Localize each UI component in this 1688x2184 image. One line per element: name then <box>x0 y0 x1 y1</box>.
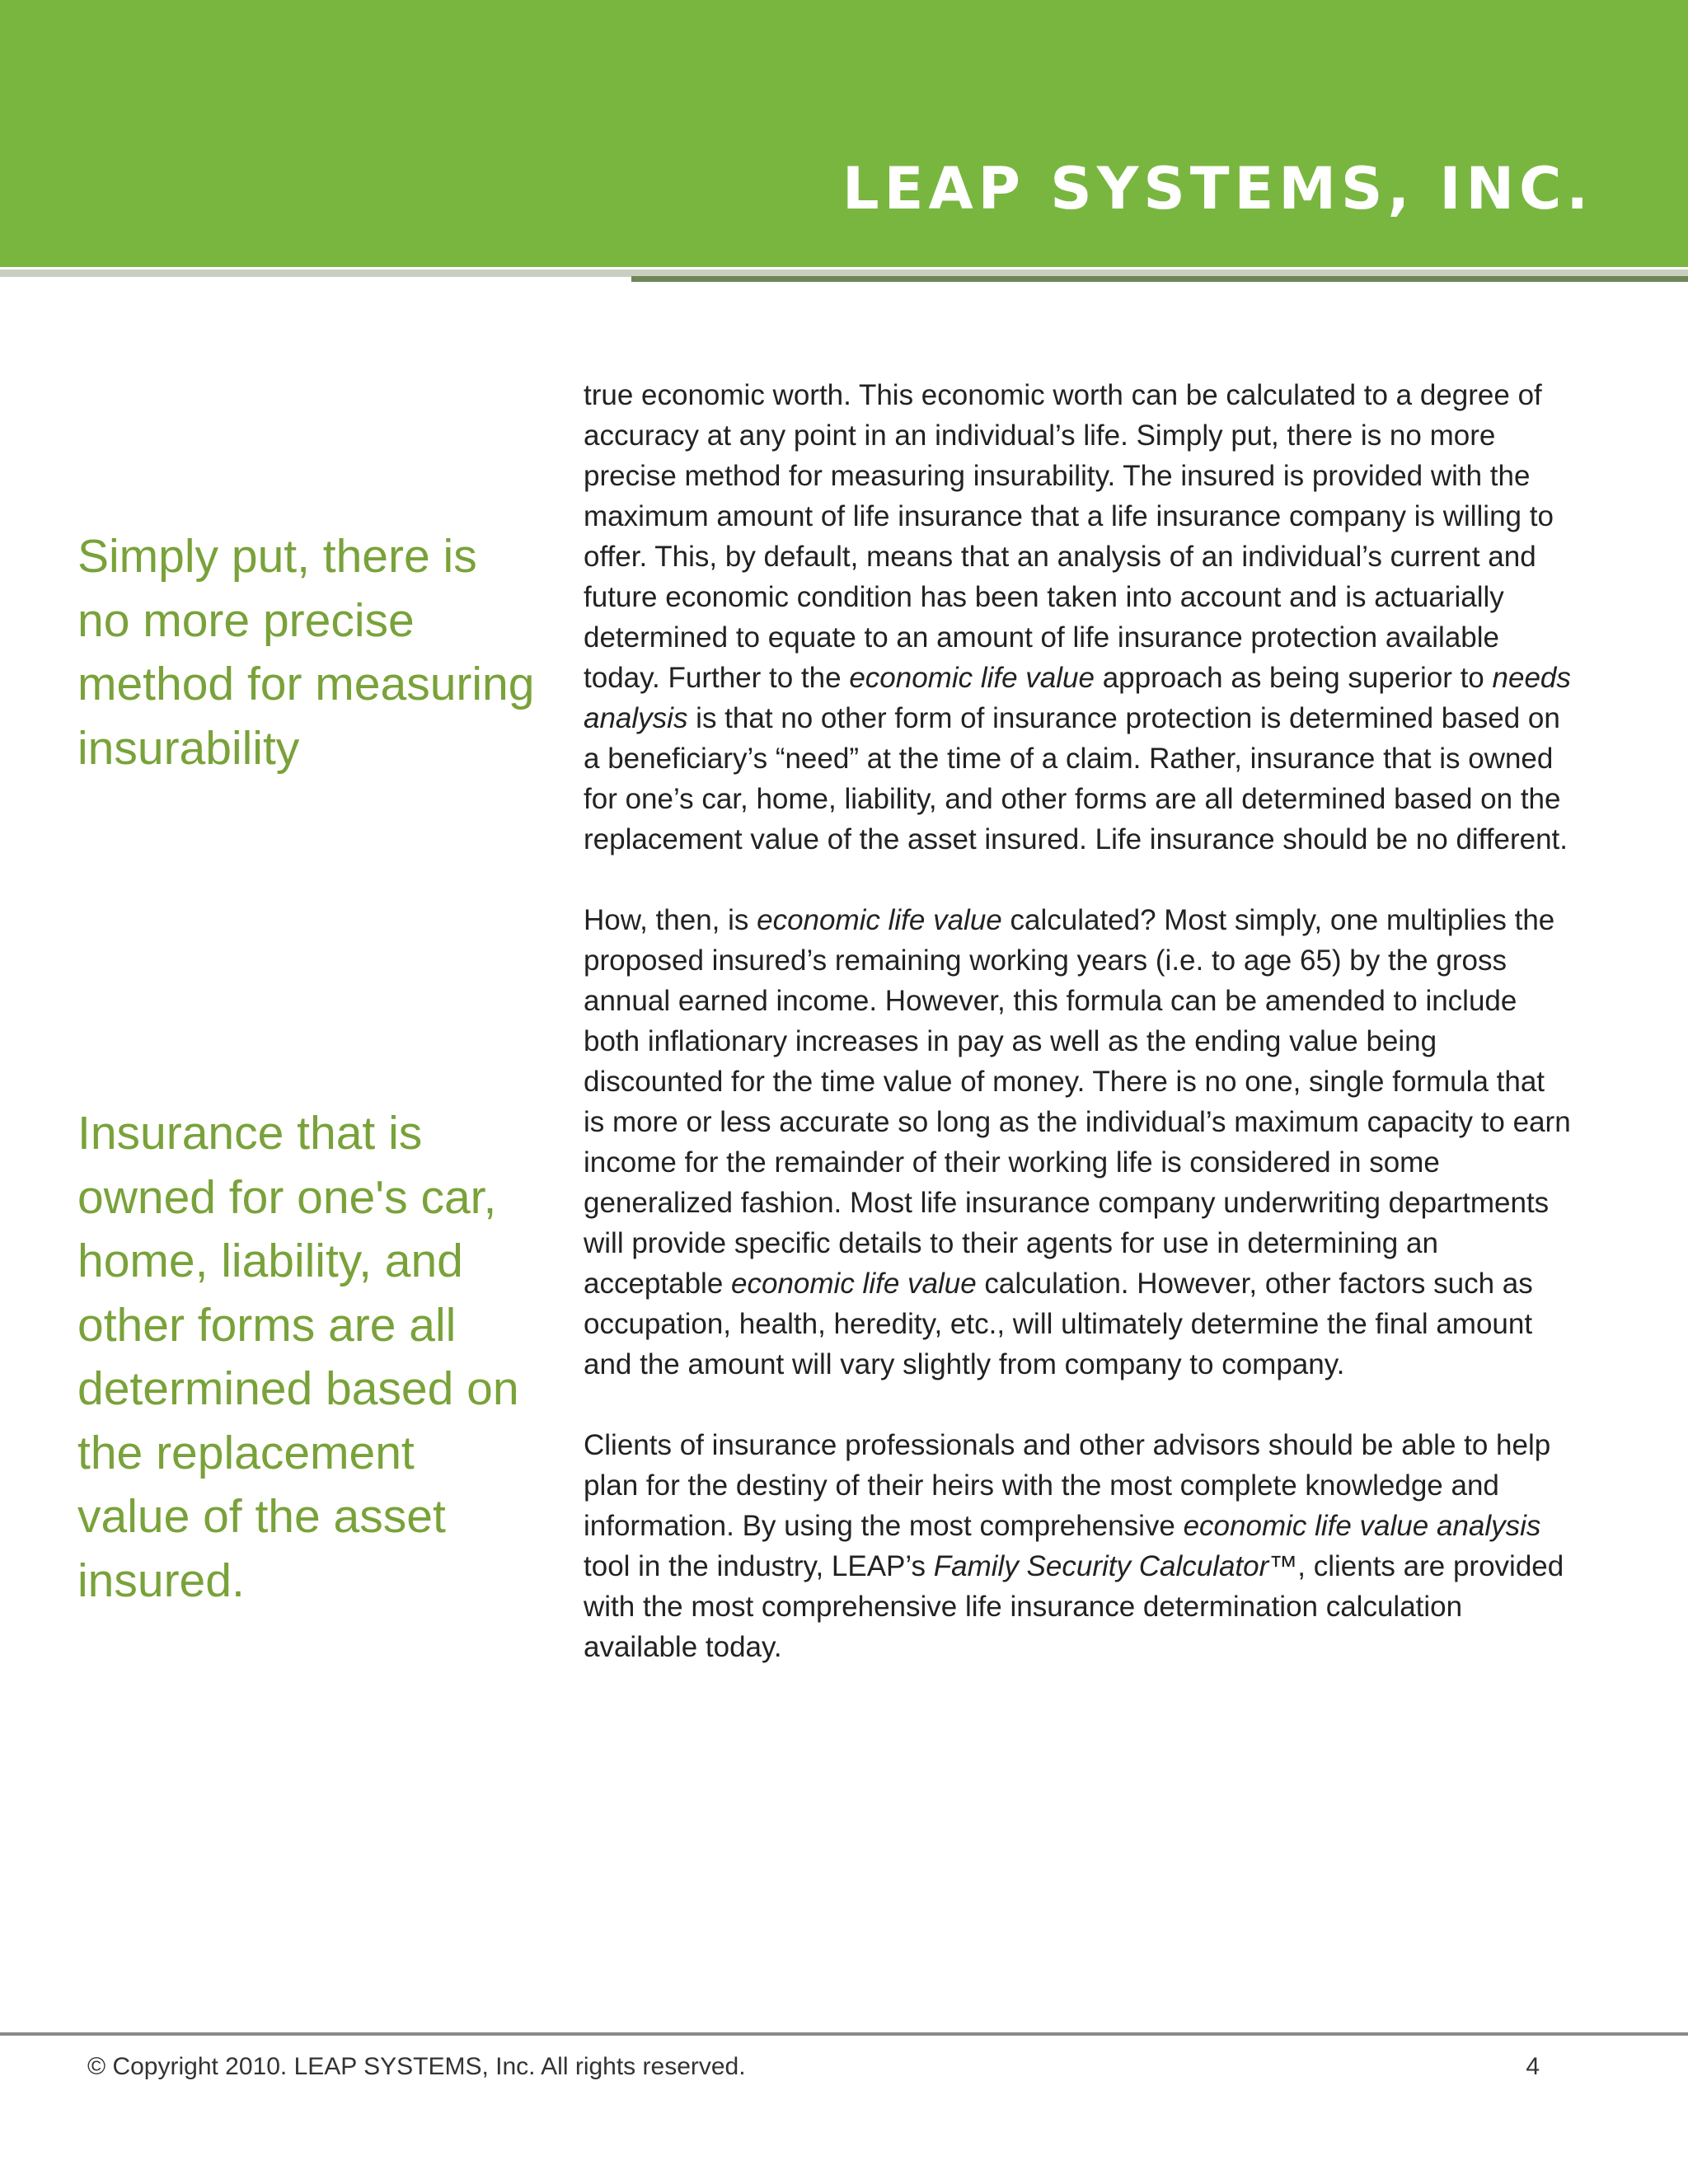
pull-quote-insurability: Simply put, there is no more precise method for measuring insurability <box>77 530 535 775</box>
italic-term: Family Security Calculator <box>933 1550 1269 1582</box>
text-run: ™, clients are provided with the most comprehensive life insurance determination calculation available today. <box>584 1550 1564 1663</box>
header-divider-dark <box>631 276 1688 282</box>
pull-quote-replacement-value: Insurance that is owned for one's car, home, liability, and other forms are all determined based on the replacement value of the asset insured. <box>77 1107 519 1607</box>
text-run: true economic worth. This economic worth can be calculated to a degree of accuracy at any point in an individual’s life. Simply put, there is no more precise method for measuring insurability. The insured is provided with the maximum amount of life insurance that a life insurance company is willing to offer. This, by default, means that an analysis of an individual’s current and future economic condition has been taken into account and is actuarially determined to equate to an amount of life insurance protection available today. Further to the <box>584 379 1554 694</box>
italic-term: economic life value <box>731 1268 977 1300</box>
text-run: approach as being superior to <box>1094 662 1493 694</box>
text-run: How, then, is <box>584 904 757 936</box>
text-run: tool in the industry, LEAP’s <box>584 1550 934 1582</box>
page-number: 4 <box>1526 2053 1540 2080</box>
article-body <box>584 375 1573 1667</box>
body-paragraph-3 <box>584 1425 1573 1667</box>
text-run: is that no other form of insurance protection is determined based on a beneficiary’s “need” at the time of a claim. Rather, insurance that is owned for one’s car, home, liability, and other forms are all determined based on the replacement value of the asset insured. Life insurance should be no different. <box>584 702 1568 855</box>
body-paragraph-2 <box>584 900 1573 1385</box>
text-run: calculation. However, other factors such as occupation, health, heredity, etc., will ultimately determine the final amount and the amount will vary slightly from company to company. <box>584 1268 1533 1380</box>
footer-divider <box>0 2032 1688 2036</box>
body-paragraph-1 <box>584 375 1573 860</box>
text-run: calculated? Most simply, one multiplies the proposed insured’s remaining working years (i.e. to age 65) by the gross annual earned income. However, this formula can be amended to include both inflationary increases in pay as well as the ending value being discounted for the time value of money. There is no one, single formula that is more or less accurate so long as the individual’s maximum capacity to earn income for the remainder of their working life is considered in some generalized fashion. Most life insurance company underwriting departments will provide specific details to their agents for use in determining an acceptable <box>584 904 1571 1300</box>
text-run: Clients of insurance professionals and other advisors should be able to help plan for the destiny of their heirs with the most complete knowledge and information. By using the most comprehensive <box>584 1429 1551 1542</box>
italic-term: needs analysis <box>584 662 1571 734</box>
copyright-notice: © Copyright 2010. LEAP SYSTEMS, Inc. All rights reserved. <box>87 2053 746 2080</box>
header-banner <box>0 0 1688 267</box>
italic-term: economic life value <box>757 904 1002 936</box>
italic-term: economic life value analysis <box>1183 1510 1541 1542</box>
italic-term: economic life value <box>849 662 1095 694</box>
company-logo-text: LEAP SYSTEMS, INC. <box>842 155 1593 223</box>
